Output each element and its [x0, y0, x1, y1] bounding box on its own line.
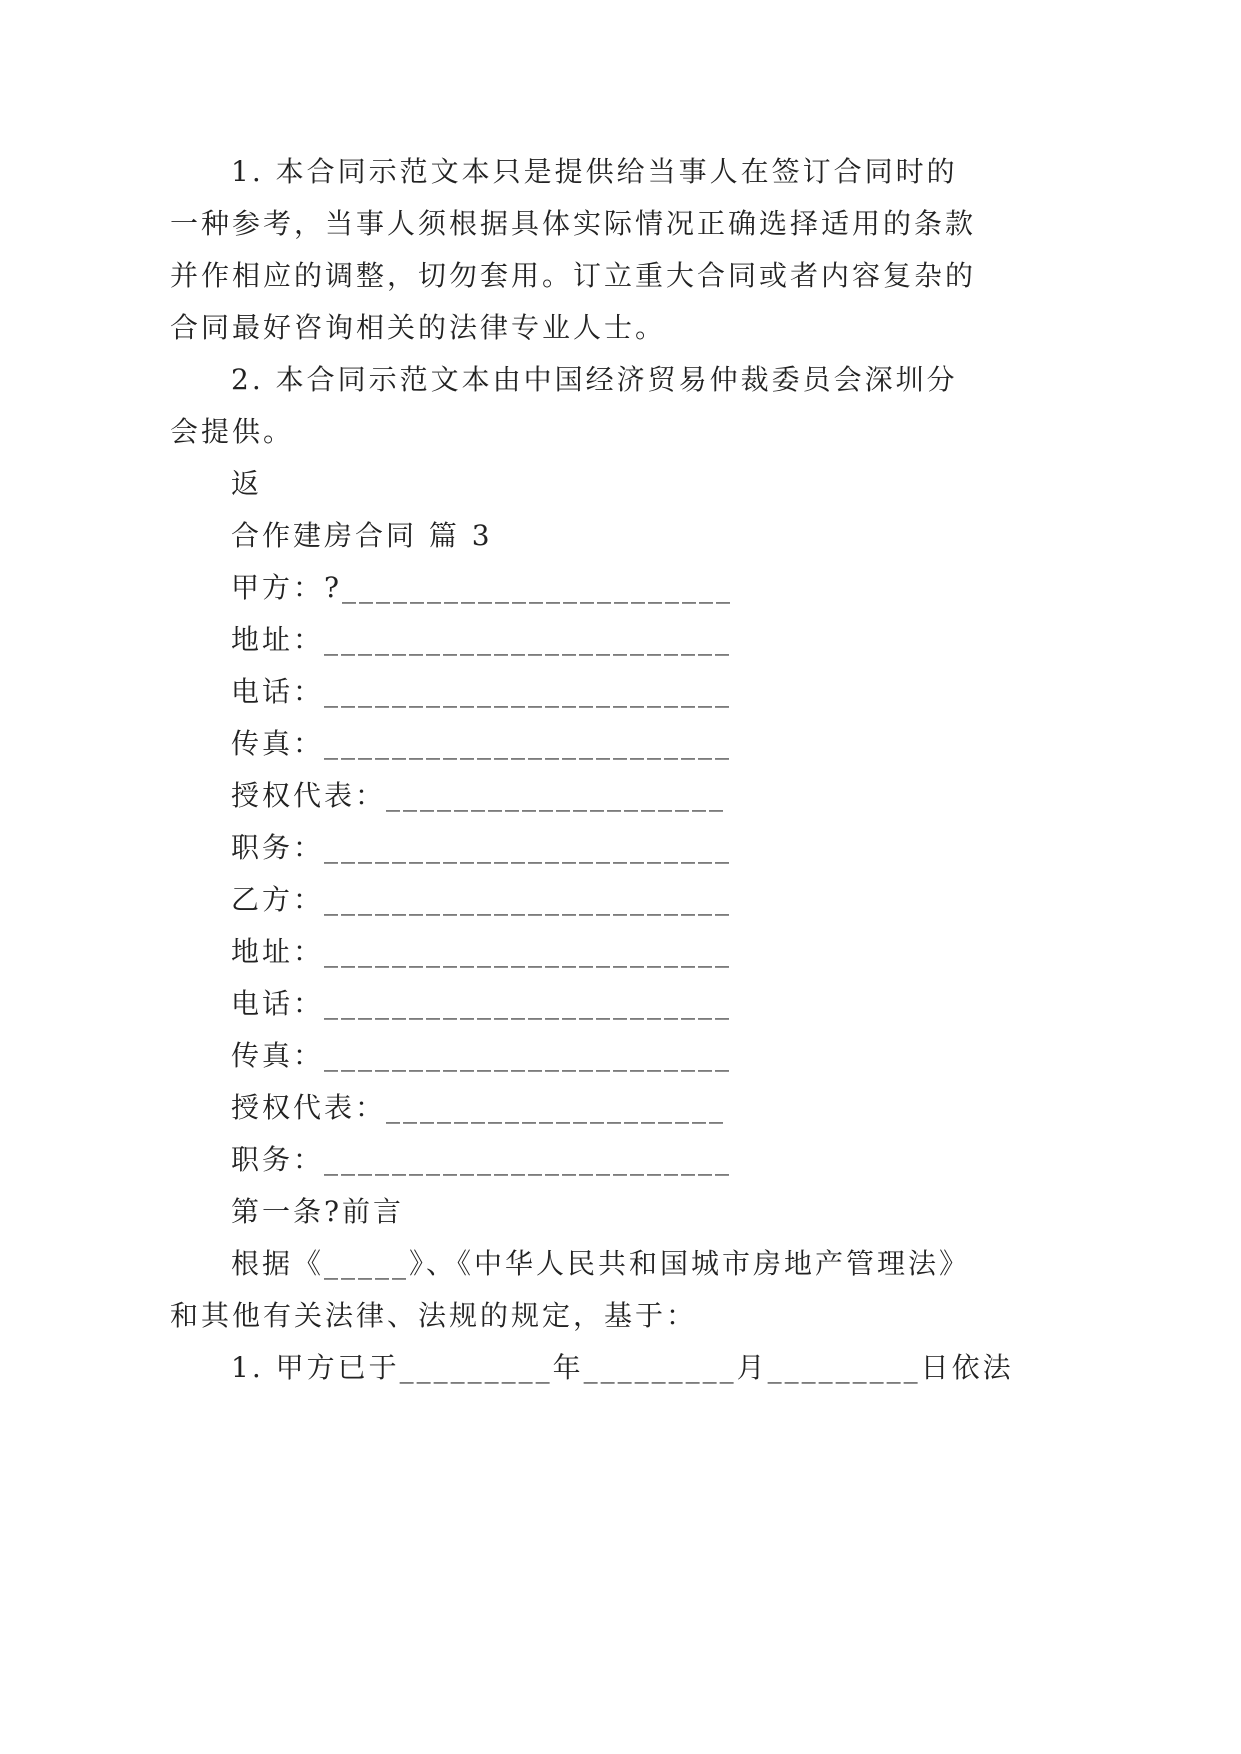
party-a-phone-field: 电话：________________________	[231, 675, 733, 708]
contract-title: 合作建房合同 篇 3	[231, 519, 493, 552]
note-2-line-1: 2. 本合同示范文本由中国经济贸易仲裁委员会深圳分	[231, 363, 958, 396]
party-a-name-field: 甲方：?_______________________	[231, 571, 734, 604]
article-1-line-1: 根据《_____》、《中华人民共和国城市房地产管理法》	[231, 1247, 971, 1280]
note-1-line-2: 一种参考，当事人须根据具体实际情况正确选择适用的条款	[170, 207, 977, 240]
party-b-rep-field: 授权代表：____________________	[231, 1091, 727, 1124]
party-b-fax-field: 传真：________________________	[231, 1039, 733, 1072]
note-2-line-2: 会提供。	[170, 415, 295, 448]
party-a-address-field: 地址：________________________	[231, 623, 733, 656]
return-text: 返	[231, 467, 263, 500]
note-1-line-1: 1. 本合同示范文本只是提供给当事人在签订合同时的	[231, 155, 958, 188]
article-1-line-2: 和其他有关法律、法规的规定，基于：	[170, 1299, 698, 1332]
article-1-item-1: 1. 甲方已于_________年_________月_________日依法	[231, 1351, 1014, 1384]
party-a-rep-field: 授权代表：____________________	[231, 779, 727, 812]
note-1-line-4: 合同最好咨询相关的法律专业人士。	[170, 311, 667, 344]
party-a-position-field: 职务：________________________	[231, 831, 733, 864]
note-1-line-3: 并作相应的调整，切勿套用。订立重大合同或者内容复杂的	[170, 259, 977, 292]
party-a-fax-field: 传真：________________________	[231, 727, 733, 760]
party-b-phone-field: 电话：________________________	[231, 987, 733, 1020]
party-b-position-field: 职务：________________________	[231, 1143, 733, 1176]
party-b-name-field: 乙方：________________________	[231, 883, 733, 916]
article-1-title: 第一条?前言	[231, 1195, 405, 1228]
party-b-address-field: 地址：________________________	[231, 935, 733, 968]
